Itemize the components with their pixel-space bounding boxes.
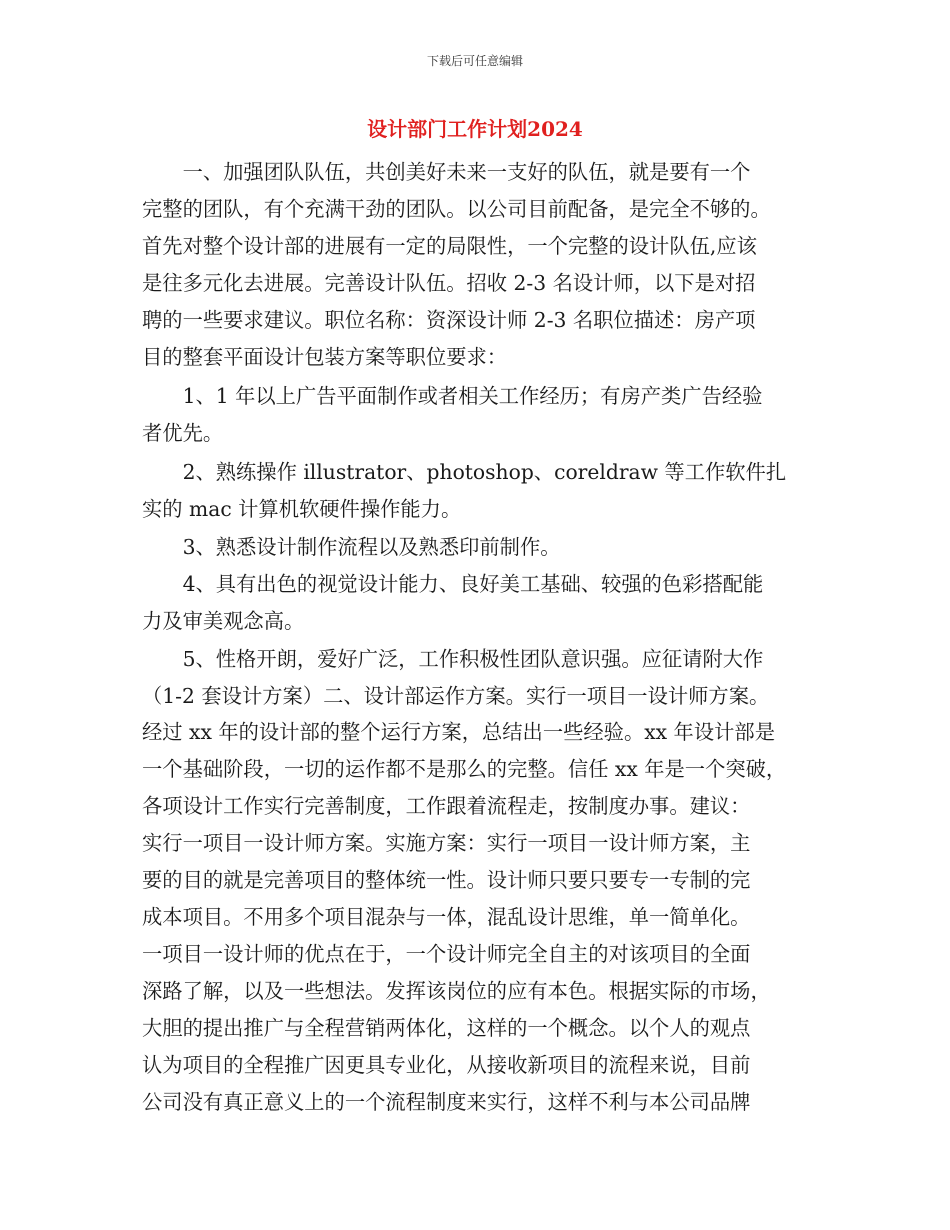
body-line: 3、熟悉设计制作流程以及熟悉印前制作。 (142, 535, 561, 559)
body-line: 公司没有真正意义上的一个流程制度来实行，这样不利与本公司品牌 (142, 1090, 751, 1114)
body-line: 一个基础阶段，一切的运作都不是那么的完整。信任 xx 年是一个突破， (142, 757, 787, 781)
body-line: 完整的团队，有个充满干劲的团队。以公司目前配备，是完全不够的。 (142, 197, 771, 221)
body-line: 一项目一设计师的优点在于，一个设计师完全自主的对该项目的全面 (142, 942, 751, 966)
body-line: 实的 mac 计算机软硬件操作能力。 (142, 497, 462, 521)
body-line: 是往多元化去进展。完善设计队伍。招收 2-3 名设计师，以下是对招 (142, 271, 756, 295)
body-line: 各项设计工作实行完善制度，工作跟着流程走，按制度办事。建议： (142, 794, 751, 818)
body-line: 大胆的提出推广与全程营销两体化，这样的一个概念。以个人的观点 (142, 1016, 751, 1040)
body-line: 经过 xx 年的设计部的整个运行方案，总结出一些经验。xx 年设计部是 (142, 720, 775, 744)
body-line: 聘的一些要求建议。职位名称：资深设计师 2-3 名职位描述：房产项 (142, 308, 756, 332)
body-line: 4、具有出色的视觉设计能力、良好美工基础、较强的色彩搭配能 (142, 572, 764, 596)
body-line: 认为项目的全程推广因更具专业化，从接收新项目的流程来说，目前 (142, 1053, 751, 1077)
page-header: 下载后可任意编辑 (426, 54, 523, 68)
body-line: 首先对整个设计部的进展有一定的局限性，一个完整的设计队伍,应该 (142, 234, 757, 258)
body-line: 深路了解，以及一些想法。发挥该岗位的应有本色。根据实际的市场， (142, 979, 771, 1003)
body-line: 力及审美观念高。 (142, 609, 305, 633)
document-title: 设计部门工作计划2024 (367, 117, 583, 141)
body-line: 2、熟练操作 illustrator、photoshop、coreldraw 等工作软件扎 (142, 460, 787, 484)
body-line: 5、性格开朗，爱好广泛，工作积极性团队意识强。应征请附大作 (142, 647, 764, 671)
body-line: 成本项目。不用多个项目混杂与一体，混乱设计思维，单一简单化。 (142, 905, 751, 929)
body-line: 要的目的就是完善项目的整体统一性。设计师只要只要专一专制的完 (142, 868, 751, 892)
body-line: 1、1 年以上广告平面制作或者相关工作经历；有房产类广告经验 (142, 384, 763, 408)
body-line: 目的整套平面设计包装方案等职位要求： (142, 345, 508, 369)
body-line: （1-2 套设计方案）二、设计部运作方案。实行一项目一设计师方案。 (142, 684, 770, 708)
body-line: 一、加强团队队伍，共创美好未来一支好的队伍，就是要有一个 (142, 160, 751, 184)
body-line: 者优先。 (142, 421, 224, 445)
body-line: 实行一项目一设计师方案。实施方案：实行一项目一设计师方案，主 (142, 831, 751, 855)
